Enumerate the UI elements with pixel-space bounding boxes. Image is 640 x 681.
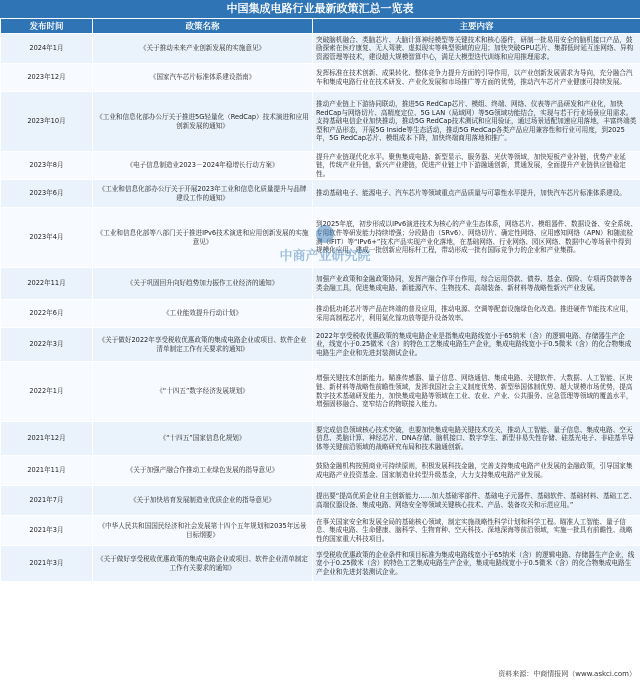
cell-date: 2021年3月 [1,546,93,582]
cell-content: 到2025年底，初步形成以IPv6演进技术为核心的产业生态体系，网络芯片、模组器件、数据设备、安全系统、专用软件等研发能力持续增强；分段路由（SRv6）、网络切片、确定性网络、应用感知网络（APN）和随流检测（iFIT）等“IPv6+”技术产品实现产业化落地，在基础网络、行业网络、园区网络、数据中心等场景中得到规模化应用，建成一批创新应用标杆工程，带动形成一批有国际竞争力的企业和产业集群。 [313,208,640,268]
cell-name: 《工业和信息化部办公厅关于开展2023年工业和信息化质量提升与品牌建设工作的通知》 [93,180,313,208]
source-footer: 资料来源：中商情报网（www.askci.com） [498,670,636,678]
cell-content: 推动基础电子、能源电子、汽车芯片等领域重点产品质量与可靠性水平提升，加快汽车芯片标准体系建设。 [313,180,640,208]
table-row [1,34,640,64]
table-row [1,92,640,152]
cell-name: 《国家汽车芯片标准体系建设指南》 [93,64,313,92]
table-row [1,64,640,92]
cell-name: 《工业能效提升行动计划》 [93,300,313,328]
cell-name: 《工业和信息化部等八部门关于推进IPv6技术演进和应用创新发展的实施意见》 [93,208,313,268]
table-row [1,268,640,300]
cell-date: 2021年7月 [1,486,93,516]
cell-content: 提升产业链现代化水平。聚焦集成电路、新型显示、服务器、光伏等领域，加快短板产业补链，优势产业延链，传统产业升链，新兴产业建链，促进产业链上中下游融通创新，贯通发展，全面提升产业链供应链稳定性。 [313,152,640,180]
cell-name: 《关于做好享受税收优惠政策的集成电路企业或项目、软件企业清单制定工作有关要求的通知》 [93,546,313,582]
table-row [1,328,640,362]
cell-name: 《“十四五”国家信息化规划》 [93,422,313,456]
cell-date: 2023年10月 [1,92,93,152]
watermark-text: 中商产业研究院 [279,249,371,264]
cell-content: 享受税收优惠政策的企业条件和项目标准为集成电路线宽小于65纳米（含）的逻辑电路、存储器生产企业，线宽小于0.25微米（含）的特色工艺集成电路生产企业，集成电路线宽小于0.5微米（含）的化合物集成电路生产企业和先进封装测试企业。 [313,546,640,582]
cell-name: 《中华人民共和国国民经济和社会发展第十四个五年规划和2035年远景目标纲要》 [93,516,313,546]
cell-date: 2021年11月 [1,456,93,486]
table-row [1,300,640,328]
table-header-row [1,19,640,34]
cell-name: 《关于推动未来产业创新发展的实施意见》 [93,34,313,64]
cell-content: 推动低功耗芯片等产品在终端的普及应用，推动电源、空调等配套设施绿色化改造。推进硬件节能技术应用，采用高制程芯片，利用氮化镓功放等提升设备效率。 [313,300,640,328]
cell-content: 推动产业链上下游协同联动，推进5G RedCap芯片、模组、终端、网络、仪表等产品研发和产业化，加快RedCap与网络切片、高精度定位、5G LAN（局域网）等5G领域功能结合，实现与若干行业场景应用需求。支持基础电信企业加快推动，推动5G RedCap技术测试和应用验证，通过场景适配加速应用落地，丰富终端类型和产品形态，开展5G Inside等生态活动，推动5G RedCap各类产品应用兼容性和行业可用度，到2025年，5G RedCap芯片、模组成本下降，加快终端商用落地和推广。 [313,92,640,152]
table-row [1,152,640,180]
cell-content: 发挥标准在技术创新、成果转化、整体竞争力提升方面的引导作用，以产业创新发展需求为导向，充分融合汽车和集成电路行业在技术研发、产业化发展和市场推广等方面的优势，推动汽车芯片产业健康可持续发展。 [313,64,640,92]
table-row [1,422,640,456]
page-title: 中国集成电路行业最新政策汇总一览表 [0,0,640,18]
cell-content: 2022年享受税收优惠政策的集成电路企业是指集成电路线宽小于65纳米（含）的逻辑电路、存储器生产企业，线宽小于0.25微米（含）的特色工艺集成电路生产企业，集成电路线宽小于0.5微米（含）的化合物集成电路生产企业和先进封装测试企业。 [313,328,640,362]
cell-date: 2021年12月 [1,422,93,456]
cell-date: 2022年11月 [1,268,93,300]
cell-name: 《电子信息制造业2023－2024年稳增长行动方案》 [93,152,313,180]
header-date: 发布时间 [1,19,93,34]
table-row [1,546,640,582]
table-row [1,456,640,486]
policy-table [0,18,640,582]
cell-date: 2022年3月 [1,328,93,362]
cell-name: 《关于巩固回升向好趋势加力振作工业经济的通知》 [93,268,313,300]
cell-content: 鼓励金融机构按照商业可持续原则，积极发展科技金融，完善支持集成电路产业发展的金融政策，引导国家集成电路产业投资基金、国家制造业转型升级基金，大力支持集成电路产业发展。 [313,456,640,486]
table-row [1,362,640,422]
cell-content: 突破脑机融合、类脑芯片、大脑计算神经模型等关键技术和核心器件，研制一批易用安全的脑机接口产品，鼓励探索在医疗康复、无人驾驶、虚拟现实等典型领域的应用；加快突破GPU芯片、集群低时延互连网络、异构资源管理等技术，建设超大规模智算中心，满足大模型迭代训练和应用推理需求。 [313,34,640,64]
header-name: 政策名称 [93,19,313,34]
cell-date: 2022年1月 [1,362,93,422]
cell-content: 要完成信息领域核心技术突破，也要加快集成电路关键技术攻关，推动人工智能、量子信息、集成电路、空天信息、类脑计算、神经芯片、DNA存储、脑机接口、数字孪生、新型非易失性存储、硅基光电子、非硅基半导体等关键前沿领域的战略研究布局和技术融通创新。 [313,422,640,456]
cell-date: 2021年3月 [1,516,93,546]
cell-name: 《关于加快培育发展制造业优质企业的指导意见》 [93,486,313,516]
cell-date: 2023年12月 [1,64,93,92]
table-row [1,486,640,516]
table-body [1,34,640,582]
watermark-logo [270,225,380,265]
cell-date: 2023年4月 [1,208,93,268]
table-row [1,180,640,208]
cell-content: 在事关国家安全和发展全局的基础核心领域，制定实施战略性科学计划和科学工程。瞄准人工智能、量子信息、集成电路、生命健康、脑科学、生物育种、空天科技、深地深海等前沿领域，实施一批具有前瞻性、战略性的国家重大科技项目。 [313,516,640,546]
cell-content: 提出要“提高优质企业自主创新能力……加大基础零部件、基础电子元器件、基础软件、基础材料、基础工艺、高端仪器设备、集成电路、网络安全等领域关键核心技术、产品、装备攻关和示范应用。” [313,486,640,516]
watermark-globe-icon [316,225,334,243]
cell-name: 《关于加强产融合作推动工业绿色发展的指导意见》 [93,456,313,486]
cell-date: 2024年1月 [1,34,93,64]
header-content: 主要内容 [313,19,640,34]
cell-content: 增强关键技术创新能力。瞄准传感器、量子信息、网络通信、集成电路、关键软件、大数据、人工智能、区块链、新材料等战略性前瞻性领域，发挥我国社会主义制度优势、新型举国体制优势、超大规模市场优势，提高数字技术基础研发能力，加快集成电路等领域在工业、农业、产业、公共服务、应急管理等领域的覆盖水平，增强固移融合、宽窄结合的物联接入能力。 [313,362,640,422]
table-row [1,516,640,546]
cell-content: 加强产业政策和金融政策协同，发挥产融合作平台作用，综合运用贷款、债券、基金、保险、专项再贷款等各类金融工具，促进集成电路、新能源汽车、生物技术、高端装备、新材料等战略性新兴产业发展。 [313,268,640,300]
cell-name: 《“十四五”数字经济发展规划》 [93,362,313,422]
cell-name: 《工业和信息化部办公厅关于推进5G轻量化（RedCap）技术演进和应用创新发展的通知》 [93,92,313,152]
cell-date: 2023年8月 [1,152,93,180]
cell-name: 《关于做好2022年享受税收优惠政策的集成电路企业或项目、软件企业清单制定工作有关要求的通知》 [93,328,313,362]
cell-date: 2022年6月 [1,300,93,328]
cell-date: 2023年6月 [1,180,93,208]
